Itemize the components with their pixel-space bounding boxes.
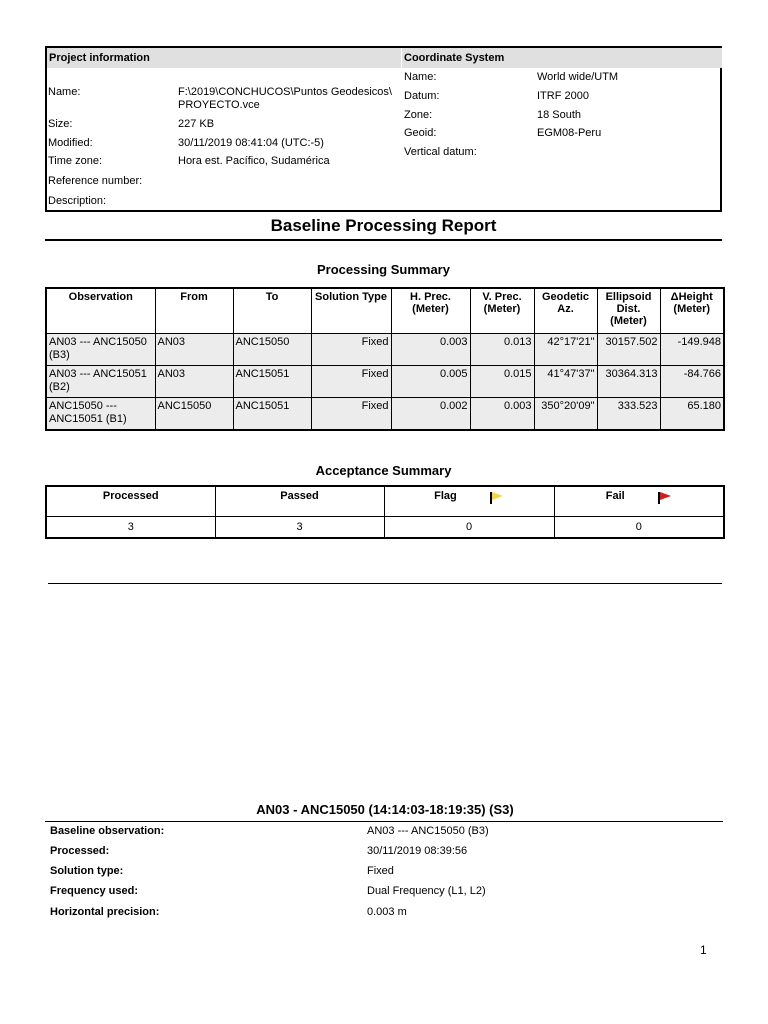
cell-h-prec: 0.005 xyxy=(391,366,470,398)
coord-geoid-value: EGM08-Peru xyxy=(537,127,602,139)
cell-ellipsoid-dist: 30364.313 xyxy=(597,366,660,398)
cell-solution-type: Fixed xyxy=(311,366,391,398)
flag-value: 0 xyxy=(384,517,554,539)
project-name-label: Name: xyxy=(48,86,81,98)
cell-from: ANC15050 xyxy=(155,398,233,431)
project-modified-value: 30/11/2019 08:41:04 (UTC:-5) xyxy=(178,137,324,149)
coord-zone-value: 18 South xyxy=(537,109,582,121)
cell-geodetic-az: 350°20'09" xyxy=(534,398,597,431)
coordinate-system-title: Coordinate System xyxy=(404,52,505,64)
coord-vertical-datum-label: Vertical datum: xyxy=(404,146,477,158)
col-delta-height: ΔHeight (Meter) xyxy=(660,288,724,334)
project-timezone-value: Hora est. Pacífico, Sudamérica xyxy=(178,155,330,167)
project-size-label: Size: xyxy=(48,118,73,130)
col-observation: Observation xyxy=(46,288,155,334)
col-processed-label: Processed xyxy=(102,490,159,502)
cell-to: ANC15051 xyxy=(233,366,311,398)
cell-solution-type: Fixed xyxy=(311,334,391,366)
table-row xyxy=(46,398,724,431)
cell-to: ANC15051 xyxy=(233,398,311,431)
section-divider xyxy=(48,583,722,584)
coord-zone-label: Zone: xyxy=(404,109,433,121)
col-ellipsoid-dist: Ellipsoid Dist. (Meter) xyxy=(597,288,660,334)
frequency-used-value: Dual Frequency (L1, L2) xyxy=(367,885,486,897)
baseline-observation-value: AN03 --- ANC15050 (B3) xyxy=(367,825,489,837)
acceptance-header-row xyxy=(46,486,724,517)
baseline-detail-title: AN03 - ANC15050 (14:14:03-18:19:35) (S3) xyxy=(256,802,514,817)
red-flag-icon xyxy=(656,490,672,504)
solution-type-label: Solution type: xyxy=(50,865,124,877)
coordinate-system-header xyxy=(402,48,722,68)
acceptance-value-row xyxy=(46,517,724,539)
col-from: From xyxy=(155,288,233,334)
col-passed-label: Passed xyxy=(280,490,319,502)
col-to: To xyxy=(233,288,311,334)
project-timezone-label: Time zone: xyxy=(48,155,103,167)
cell-solution-type: Fixed xyxy=(311,398,391,431)
acceptance-summary-title: Acceptance Summary xyxy=(315,463,452,478)
acceptance-summary-table xyxy=(45,485,725,539)
cell-v-prec: 0.003 xyxy=(470,398,534,431)
title-divider xyxy=(45,239,722,241)
cell-from: AN03 xyxy=(155,366,233,398)
col-v-prec: V. Prec. (Meter) xyxy=(470,288,534,334)
cell-geodetic-az: 41°47'37" xyxy=(534,366,597,398)
coord-name-value: World wide/UTM xyxy=(537,71,619,83)
project-name-value-line2: PROYECTO.vce xyxy=(178,99,260,111)
cell-delta-height: -149.948 xyxy=(660,334,724,366)
project-name-value: F:\2019\CONCHUCOS\Puntos Geodesicos\ xyxy=(178,86,392,98)
col-passed xyxy=(215,486,384,517)
processing-summary-table xyxy=(45,287,725,431)
col-flag xyxy=(384,486,554,517)
col-solution-type: Solution Type xyxy=(311,288,391,334)
col-geodetic-az: Geodetic Az. xyxy=(534,288,597,334)
table-row xyxy=(46,366,724,398)
baseline-observation-label: Baseline observation: xyxy=(50,825,165,837)
col-processed xyxy=(46,486,215,517)
processed-value: 3 xyxy=(46,517,215,539)
cell-h-prec: 0.002 xyxy=(391,398,470,431)
processed-label: Processed: xyxy=(50,845,110,857)
coord-geoid-label: Geoid: xyxy=(404,127,437,139)
cell-geodetic-az: 42°17'21" xyxy=(534,334,597,366)
cell-delta-height: -84.766 xyxy=(660,366,724,398)
cell-ellipsoid-dist: 30157.502 xyxy=(597,334,660,366)
cell-delta-height: 65.180 xyxy=(660,398,724,431)
table-row xyxy=(46,334,724,366)
project-description-label: Description: xyxy=(48,195,107,207)
processing-header-row xyxy=(46,288,724,334)
col-flag-label: Flag xyxy=(434,490,457,502)
project-info-box xyxy=(45,46,722,212)
processing-summary-title: Processing Summary xyxy=(317,262,450,277)
coord-datum-value: ITRF 2000 xyxy=(537,90,589,102)
cell-observation: AN03 --- ANC15051 (B2) xyxy=(46,366,155,398)
cell-to: ANC15050 xyxy=(233,334,311,366)
col-h-prec: H. Prec. (Meter) xyxy=(391,288,470,334)
cell-v-prec: 0.013 xyxy=(470,334,534,366)
project-info-header xyxy=(47,48,401,68)
cell-v-prec: 0.015 xyxy=(470,366,534,398)
project-reference-label: Reference number: xyxy=(48,175,143,187)
cell-from: AN03 xyxy=(155,334,233,366)
cell-observation: AN03 --- ANC15050 (B3) xyxy=(46,334,155,366)
processed-date-value: 30/11/2019 08:39:56 xyxy=(367,845,468,857)
solution-type-value: Fixed xyxy=(367,865,394,877)
baseline-detail-divider xyxy=(45,821,723,822)
frequency-used-label: Frequency used: xyxy=(50,885,139,897)
col-fail xyxy=(554,486,724,517)
project-modified-label: Modified: xyxy=(48,137,93,149)
coord-name-label: Name: xyxy=(404,71,437,83)
fail-value: 0 xyxy=(554,517,724,539)
col-fail-label: Fail xyxy=(605,490,625,502)
coord-datum-label: Datum: xyxy=(404,90,440,102)
project-info-title: Project information xyxy=(49,52,150,64)
yellow-flag-icon xyxy=(488,490,504,504)
page-number: 1 xyxy=(700,943,707,957)
horizontal-precision-value: 0.003 m xyxy=(367,906,407,918)
project-size-value: 227 KB xyxy=(178,118,215,130)
passed-value: 3 xyxy=(215,517,384,539)
cell-observation: ANC15050 --- ANC15051 (B1) xyxy=(46,398,155,431)
cell-h-prec: 0.003 xyxy=(391,334,470,366)
horizontal-precision-label: Horizontal precision: xyxy=(50,906,160,918)
report-title: Baseline Processing Report xyxy=(270,216,497,235)
cell-ellipsoid-dist: 333.523 xyxy=(597,398,660,431)
